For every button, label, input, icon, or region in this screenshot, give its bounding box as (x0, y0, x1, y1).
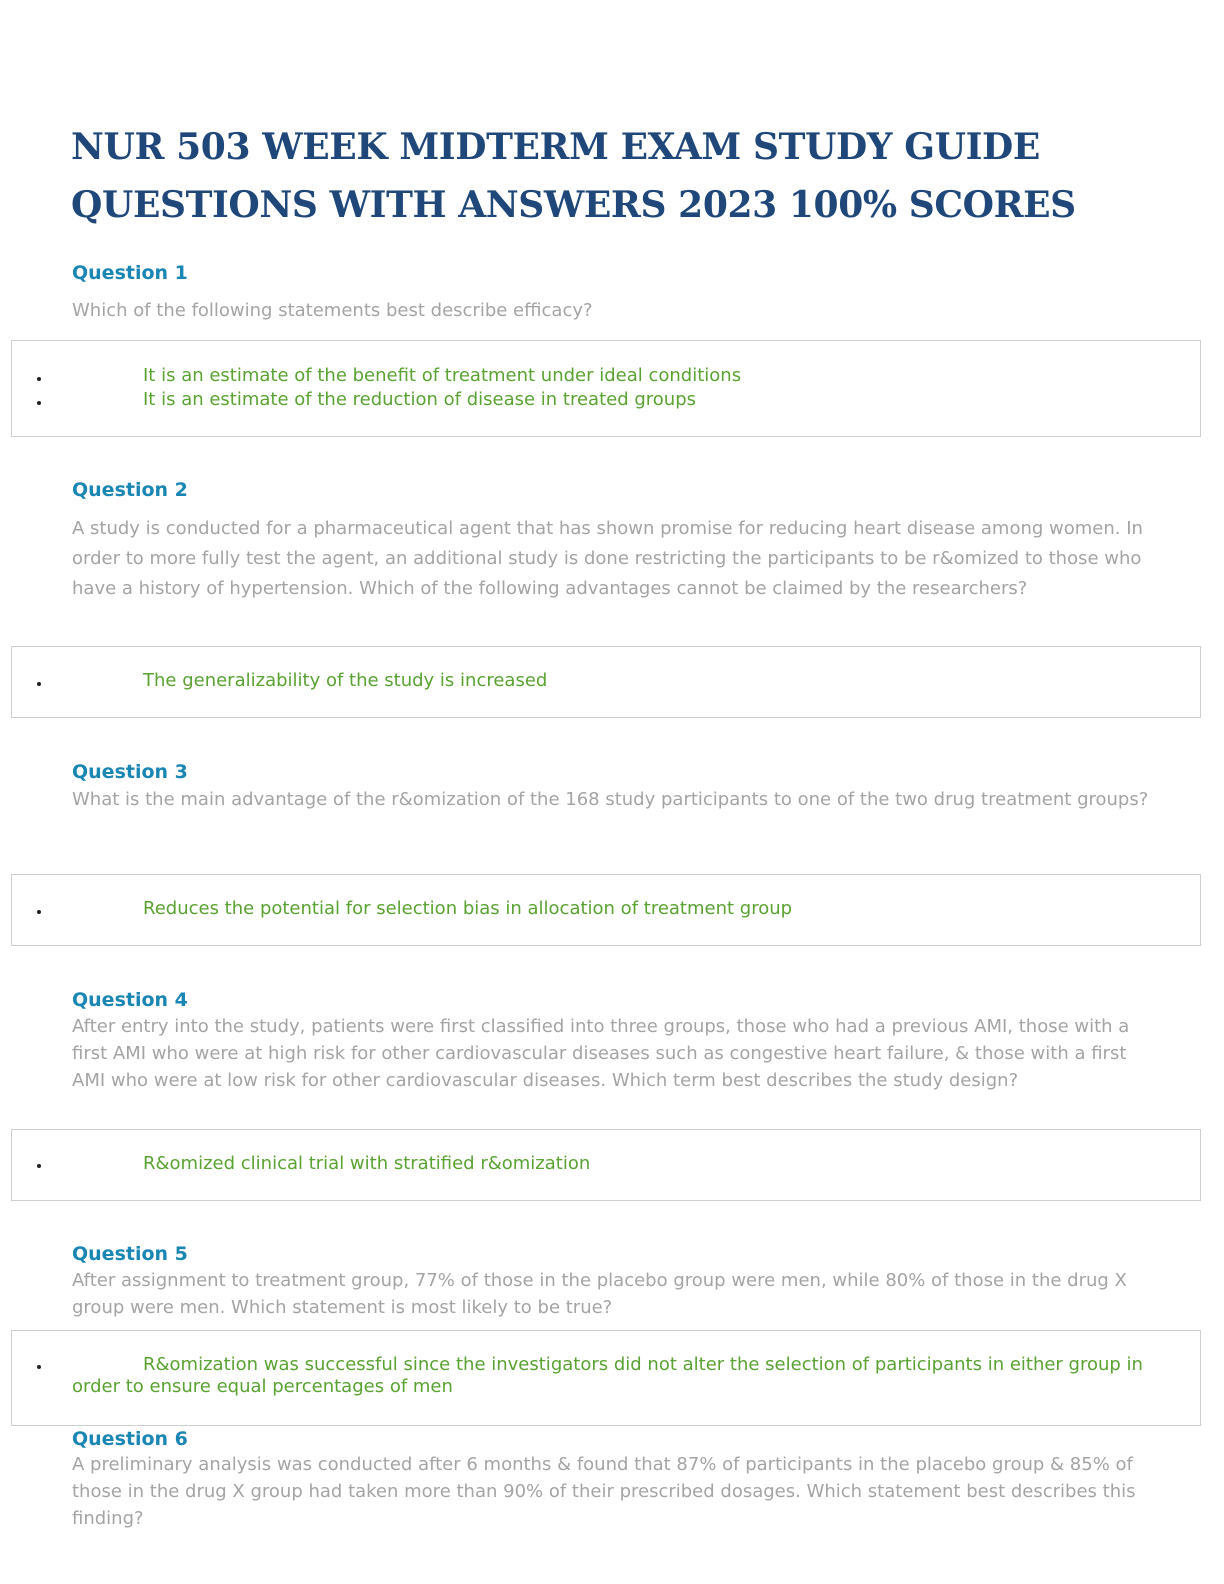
question-2-answer-1: The generalizability of the study is increased (143, 670, 548, 691)
question-3-text: What is the main advantage of the r&omization of the 168 study participants to one of the two drug treatment groups? (72, 789, 1149, 810)
question-3-answer-box (11, 874, 1201, 946)
bullet-icon (37, 682, 41, 686)
question-2-text: A study is conducted for a pharmaceutical agent that has shown promise for reducing heart disease among women. In order to more fully test the agent, an additional study is done restricting the participants to be r&omized to those who have a history of hypertension. Which of the following advantages cannot be claimed by the researchers? (72, 518, 1143, 599)
question-4-answer-box (11, 1129, 1201, 1201)
title-line-2: QUESTIONS WITH ANSWERS 2023 100% SCORES (71, 184, 1076, 226)
question-1-answer-2: It is an estimate of the reduction of disease in treated groups (143, 389, 697, 410)
bullet-icon (37, 1164, 41, 1168)
question-2-answer-box (11, 646, 1201, 718)
bullet-icon (37, 910, 41, 914)
question-2-heading: Question 2 (72, 479, 188, 501)
question-1-heading: Question 1 (72, 262, 188, 284)
question-5-answer-box (11, 1330, 1201, 1426)
question-3-answer-1: Reduces the potential for selection bias in allocation of treatment group (143, 898, 793, 919)
bullet-icon (37, 377, 41, 381)
question-5-heading: Question 5 (72, 1243, 188, 1265)
bullet-icon (37, 1365, 41, 1369)
title-line-1: NUR 503 WEEK MIDTERM EXAM STUDY GUIDE (71, 126, 1040, 168)
question-4-answer-1: R&omized clinical trial with stratified r&omization (143, 1153, 591, 1174)
bullet-icon (37, 401, 41, 405)
question-4-text: After entry into the study, patients were first classified into three groups, those who had a previous AMI, those with a first AMI who were at high risk for other cardiovascular diseases such as congestive heart failure, & those with a first AMI who were at low risk for other cardiovascular diseases. Which term best describes the study design? (72, 1016, 1130, 1091)
question-4-heading: Question 4 (72, 989, 188, 1011)
question-5-text: After assignment to treatment group, 77% of those in the placebo group were men, while 80% of those in the drug X group were men. Which statement is most likely to be true? (72, 1270, 1127, 1318)
document-title (71, 118, 1221, 234)
question-1-answer-1: It is an estimate of the benefit of treatment under ideal conditions (143, 365, 742, 386)
question-6-text: A preliminary analysis was conducted after 6 months & found that 87% of participants in the placebo group & 85% of those in the drug X group had taken more than 90% of their prescribed dosages. Which statement best describes this finding? (72, 1454, 1136, 1529)
question-1-answer-box (11, 340, 1201, 437)
question-6-heading: Question 6 (72, 1428, 188, 1450)
question-5-answer-1: R&omization was successful since the investigators did not alter the selection of participants in either group in order to ensure equal percentages of men (72, 1354, 1143, 1397)
question-1-text: Which of the following statements best describe efficacy? (72, 300, 593, 321)
question-3-heading: Question 3 (72, 761, 188, 783)
